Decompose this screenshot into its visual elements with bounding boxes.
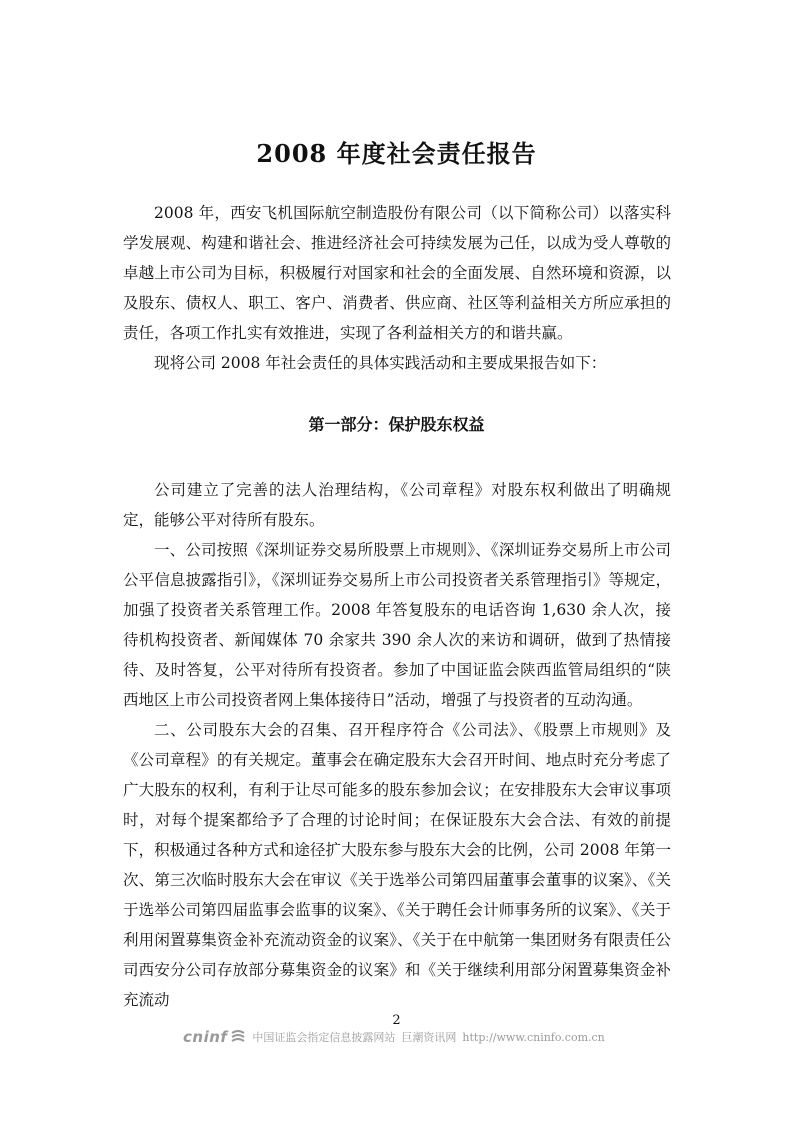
- intro-paragraph-2: 现将公司 2008 年社会责任的具体实践活动和主要成果报告如下：: [154, 354, 607, 372]
- page-number: 2: [392, 1013, 401, 1028]
- footer-watermark: [183, 1028, 611, 1046]
- cninfo-logo-icon: [230, 1029, 246, 1046]
- section-paragraph-1: 公司建立了完善的法人治理结构，《公司章程》对股东权利做出了明确规定，能够公平对待所有股东。: [123, 481, 671, 529]
- section-body: [123, 475, 671, 1015]
- footer-disclosure-text: 中国证监会指定信息披露网站: [252, 1031, 396, 1044]
- section-heading: 第一部分：保护股东权益: [308, 415, 485, 434]
- intro-section: [123, 198, 671, 378]
- footer-site-name: 巨潮资讯网: [401, 1031, 457, 1044]
- cninfo-logo-text: cninf: [183, 1028, 228, 1046]
- page-title: 2008 年度社会责任报告: [256, 139, 537, 168]
- intro-paragraph-1: 2008 年，西安飞机国际航空制造股份有限公司（以下简称公司）以落实科学发展观、构建和谐社会、推进经济社会可持续发展为己任，以成为受人尊敬的卓越上市公司为目标，积极履行对国家和社会的全面发展、自然环境和资源，以及股东、债权人、职工、客户、消费者、供应商、社区等利益相关方所应承担的责任，各项工作扎实有效推进，实现了各利益相关方的和谐共赢。: [123, 204, 671, 342]
- footer-url[interactable]: http://www.cninfo.com.cn: [462, 1030, 605, 1044]
- section-paragraph-3: 二、公司股东大会的召集、召开程序符合《公司法》、《股票上市规则》及《公司章程》的有关规定。董事会在确定股东大会召开时间、地点时充分考虑了广大股东的权利，有利于让尽可能多的股东参加会议；在安排股东大会审议事项时，对每个提案都给予了合理的讨论时间；在保证股东大会合法、有效的前提下，积极通过各种方式和途径扩大股东参与股东大会的比例，公司 2008 年第一次、第三次临时股东大会在审议《关于选举公司第四届董事会董事的议案》、《关于选举公司第四届监事会监事的议案》、《关于聘任会计师事务所的议案》、《关于利用闲置募集资金补充流动资金的议案》、《关于在中航第一集团财务有限责任公司西安分公司存放部分募集资金的议案》和《关于继续利用部分闲置募集资金补充流动: [123, 721, 671, 1009]
- section-paragraph-2: 一、公司按照《深圳证券交易所股票上市规则》、《深圳证券交易所上市公司公平信息披露指引》，《深圳证券交易所上市公司投资者关系管理指引》等规定，加强了投资者关系管理工作。2008 年答复股东的电话咨询 1,630 余人次，接待机构投资者、新闻媒体 70 余家共 390 余人次的来访和调研，做到了热情接待、及时答复，公平对待所有投资者。参加了中国证监会陕西监管局组织的“陕西地区上市公司投资者网上集体接待日”活动，增强了与投资者的互动沟通。: [123, 541, 671, 709]
